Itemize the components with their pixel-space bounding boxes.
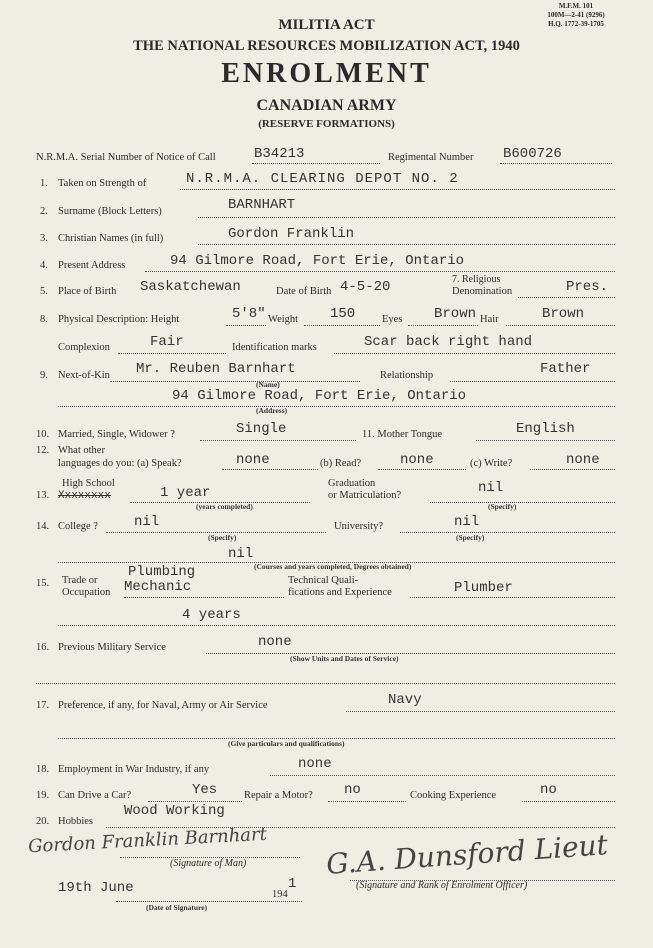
technical-label: fications and Experience: [288, 587, 392, 598]
christian-names-value: Gordon Franklin: [228, 226, 355, 242]
man-signature: Gordon Franklin Barnhart: [27, 823, 268, 858]
languages-label-top: What other: [58, 445, 105, 456]
next-of-kin-value: Mr. Reuben Barnhart: [136, 361, 296, 377]
marital-status-label: Married, Single, Widower ?: [58, 429, 175, 440]
hobbies-value: Wood Working: [124, 803, 225, 819]
graduation-value: nil: [478, 480, 504, 496]
date-of-birth-label: Date of Birth: [276, 286, 332, 297]
year-prefix: 194: [272, 889, 288, 900]
field-number: 19.: [36, 790, 50, 801]
languages-read-label: (b) Read?: [320, 458, 362, 469]
present-address-label: Present Address: [58, 260, 126, 271]
page-title: ENROLMENT: [221, 58, 432, 89]
page-subtitle: CANADIAN ARMY: [256, 97, 397, 114]
military-service-label: Previous Military Service: [58, 642, 166, 653]
place-of-birth-label: Place of Birth: [58, 286, 117, 297]
field-number: 2.: [40, 206, 48, 217]
complexion-value: Fair: [150, 334, 184, 350]
eyes-value: Brown: [434, 306, 477, 322]
regimental-value: B600726: [503, 146, 562, 162]
hair-value: Brown: [542, 306, 585, 322]
languages-write-value: none: [566, 452, 600, 468]
college-specify-caption: (Specify): [208, 533, 237, 542]
field-number: 18.: [36, 764, 50, 775]
hq-code: H.Q. 1772-39-1705: [548, 20, 604, 28]
field-number: 4.: [40, 260, 48, 271]
name-caption: (Name): [256, 380, 280, 389]
signature-date-value: 19th June: [58, 880, 134, 896]
university-value: nil: [454, 514, 480, 530]
act-title-1: MILITIA ACT: [278, 17, 375, 33]
field-number: 13.: [36, 490, 50, 501]
year-suffix: 1: [288, 876, 297, 892]
weight-label: Weight: [268, 314, 299, 325]
drive-car-value: Yes: [192, 782, 218, 798]
relationship-label: Relationship: [380, 370, 434, 381]
height-label: Physical Description: Height: [58, 314, 180, 325]
graduation-label: or Matriculation?: [328, 490, 402, 501]
height-value: 5'8": [232, 306, 266, 322]
weight-value: 150: [330, 306, 356, 322]
surname-value: BARNHART: [228, 197, 296, 213]
specify-caption: (Specify): [488, 502, 517, 511]
war-industry-label: Employment in War Industry, if any: [58, 764, 210, 775]
service-preference-value: Navy: [388, 692, 422, 708]
cooking-value: no: [540, 782, 557, 798]
high-school-label: High School: [62, 478, 115, 489]
eyes-label: Eyes: [382, 314, 403, 325]
present-address-value: 94 Gilmore Road, Fort Erie, Ontario: [170, 253, 465, 269]
officer-signature-caption: (Signature and Rank of Enrolment Officer): [356, 880, 528, 891]
date-caption: (Date of Signature): [146, 903, 208, 912]
field-number: 10.: [36, 429, 50, 440]
war-industry-value: none: [298, 756, 332, 772]
service-preference-caption: (Give particulars and qualifications): [228, 739, 345, 748]
college-label: College ?: [58, 521, 98, 532]
trade-label-top: Trade or: [62, 575, 98, 586]
languages-read-value: none: [400, 452, 434, 468]
complexion-label: Complexion: [58, 342, 110, 353]
act-title-2: THE NATIONAL RESOURCES MOBILIZATION ACT, 1940: [133, 38, 520, 54]
courses-caption: (Courses and years completed, Degrees obtained): [254, 562, 412, 571]
religion-value: Pres.: [566, 279, 609, 295]
university-label: University?: [334, 521, 383, 532]
drive-car-label: Can Drive a Car?: [58, 790, 132, 801]
man-signature-caption: (Signature of Man): [170, 858, 247, 869]
field-number: 9.: [40, 370, 48, 381]
date-of-birth-value: 4-5-20: [340, 279, 391, 295]
taken-on-strength-label: Taken on Strength of: [58, 178, 147, 189]
identification-marks-value: Scar back right hand: [364, 334, 533, 350]
struck-text: Xxxxxxxx: [58, 490, 111, 502]
field-number: 12.: [36, 445, 50, 456]
religion-label: Denomination: [452, 286, 513, 297]
cooking-label: Cooking Experience: [410, 790, 497, 801]
field-number: 20.: [36, 816, 50, 827]
relationship-value: Father: [540, 361, 591, 377]
mother-tongue-value: English: [516, 421, 575, 437]
form-number: M.F.M. 101: [558, 2, 594, 10]
mother-tongue-label: 11. Mother Tongue: [362, 429, 443, 440]
place-of-birth-value: Saskatchewan: [140, 279, 241, 295]
languages-speak-value: none: [236, 452, 270, 468]
christian-names-label: Christian Names (in full): [58, 233, 164, 244]
trade-value-2: Mechanic: [124, 579, 192, 595]
service-preference-label: Preference, if any, for Naval, Army or Air Service: [58, 700, 268, 711]
languages-write-label: (c) Write?: [470, 458, 513, 469]
officer-signature: G.A. Dunsford Lieut: [325, 828, 609, 881]
address-caption: (Address): [256, 406, 288, 415]
serial-value: B34213: [254, 146, 305, 162]
field-number: 1.: [40, 178, 48, 189]
military-service-caption: (Show Units and Dates of Service): [290, 654, 399, 663]
field-number: 8.: [40, 314, 48, 325]
print-code: 100M—2-41 (9296): [547, 11, 605, 19]
languages-speak-label: languages do you: (a) Speak?: [58, 458, 182, 469]
regimental-label: Regimental Number: [388, 152, 474, 163]
courses-value: nil: [228, 546, 254, 562]
years-completed-caption: (years completed): [196, 502, 253, 511]
hobbies-label: Hobbies: [58, 816, 93, 827]
repair-motor-value: no: [344, 782, 361, 798]
military-service-value: none: [258, 634, 292, 650]
field-number: 16.: [36, 642, 50, 653]
reserve-formations: (RESERVE FORMATIONS): [258, 118, 395, 130]
next-of-kin-label: Next-of-Kin: [58, 370, 110, 381]
technical-label-top: Technical Quali-: [288, 575, 359, 586]
marital-status-value: Single: [236, 421, 287, 437]
hair-label: Hair: [480, 314, 499, 325]
technical-value: Plumber: [454, 580, 513, 596]
college-value: nil: [134, 514, 160, 530]
serial-label: N.R.M.A. Serial Number of Notice of Call: [36, 152, 216, 163]
next-of-kin-address: 94 Gilmore Road, Fort Erie, Ontario: [172, 388, 467, 404]
taken-on-strength-value: N.R.M.A. CLEARING DEPOT NO. 2: [186, 171, 459, 187]
field-number: 17.: [36, 700, 50, 711]
religion-label-top: 7. Religious: [452, 274, 501, 285]
university-specify-caption: (Specify): [456, 533, 485, 542]
field-number: 5.: [40, 286, 48, 297]
experience-years-value: 4 years: [182, 607, 241, 623]
identification-marks-label: Identification marks: [232, 342, 317, 353]
field-number: 14.: [36, 521, 50, 532]
graduation-label-top: Graduation: [328, 478, 376, 489]
repair-motor-label: Repair a Motor?: [244, 790, 313, 801]
surname-label: Surname (Block Letters): [58, 206, 162, 217]
occupation-label: Occupation: [62, 587, 111, 598]
field-number: 15.: [36, 578, 50, 589]
trade-value-1: Plumbing: [128, 564, 196, 580]
high-school-value: 1 year: [160, 485, 211, 501]
field-number: 3.: [40, 233, 48, 244]
